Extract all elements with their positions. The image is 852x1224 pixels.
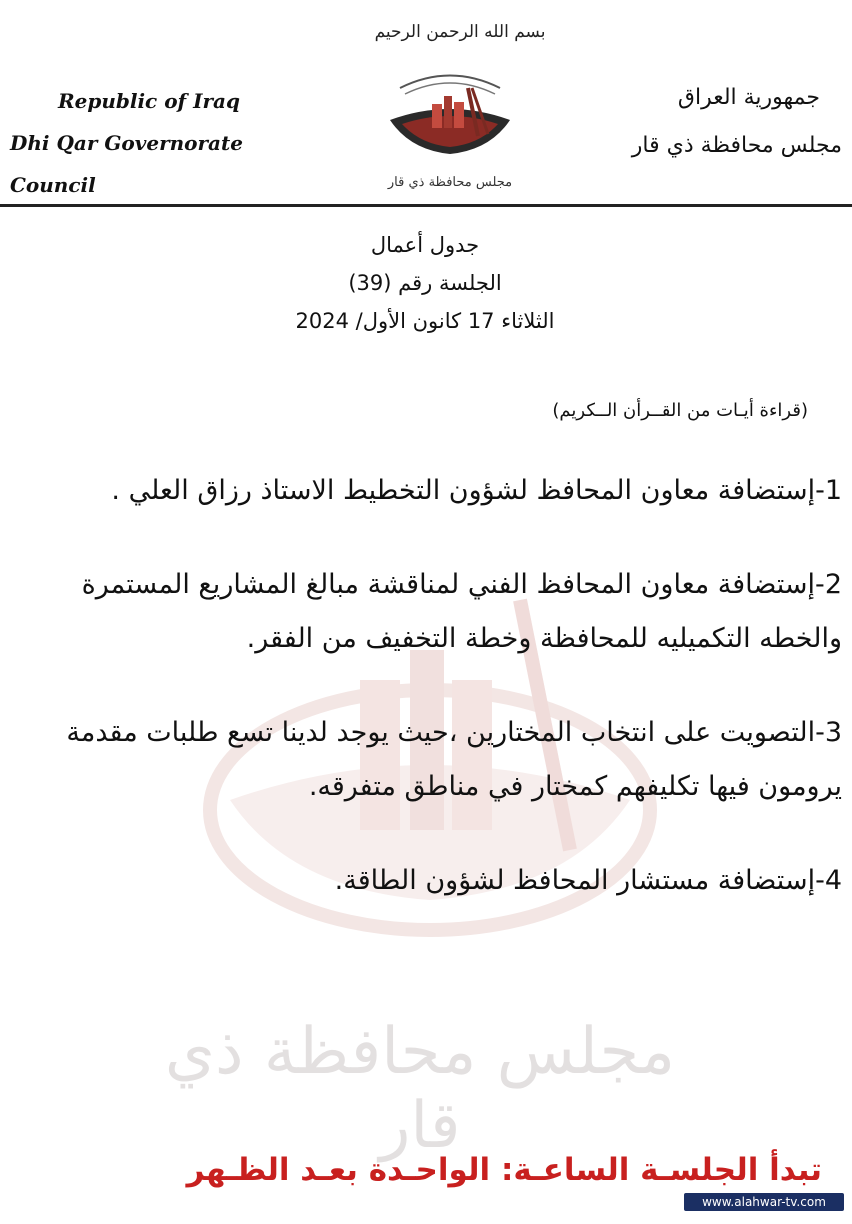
watermark-text: مجلس محافظة ذي قار xyxy=(164,1015,676,1163)
quran-reading: (قراءة أيـات من القــرأن الــكريم) xyxy=(552,400,808,421)
header-divider xyxy=(0,204,852,207)
arabic-council: مجلس محافظة ذي قار xyxy=(631,133,842,158)
agenda-item-2: 2-إستضافة معاون المحافظ الفني لمناقشة مبالغ المشاريع المستمرة والخطه التكميليه للمحافظة وخطة التخفيف من الفقر. xyxy=(81,569,842,654)
agenda-item-1: 1-إستضافة معاون المحافظ لشؤون التخطيط الاستاذ رزاق العلي . xyxy=(111,475,842,506)
arabic-header xyxy=(582,74,842,170)
agenda-heading xyxy=(250,226,600,340)
session-start-time: تبدأ الجلسـة الساعـة: الواحـدة بعـد الظـهر xyxy=(186,1152,822,1188)
arabic-country: جمهورية العراق xyxy=(677,85,820,110)
source-credit: www.alahwar-tv.com xyxy=(684,1193,844,1211)
logo-caption: مجلس محافظة ذي قار xyxy=(387,175,513,190)
agenda-items xyxy=(30,464,842,948)
session-number: الجلسة رقم (39) xyxy=(348,271,502,295)
basmala: بسم الله الرحمن الرحيم xyxy=(374,22,546,42)
english-council: Dhi Qar Governorate Council xyxy=(10,131,243,197)
agenda-item-4: 4-إستضافة مستشار المحافظ لشؤون الطاقة. xyxy=(334,865,842,896)
agenda-title: جدول أعمال xyxy=(370,233,480,257)
council-logo xyxy=(380,58,520,198)
agenda-item-3: 3-التصويت على انتخاب المختارين ،حيث يوجد لدينا تسع طلبات مقدمة يرومون فيها تكليفهم كمختار في مناطق متفرقه. xyxy=(66,717,842,802)
session-date: الثلاثاء 17 كانون الأول/ 2024 xyxy=(295,309,555,333)
english-country: Republic of Iraq xyxy=(58,89,240,113)
english-header xyxy=(10,80,330,206)
